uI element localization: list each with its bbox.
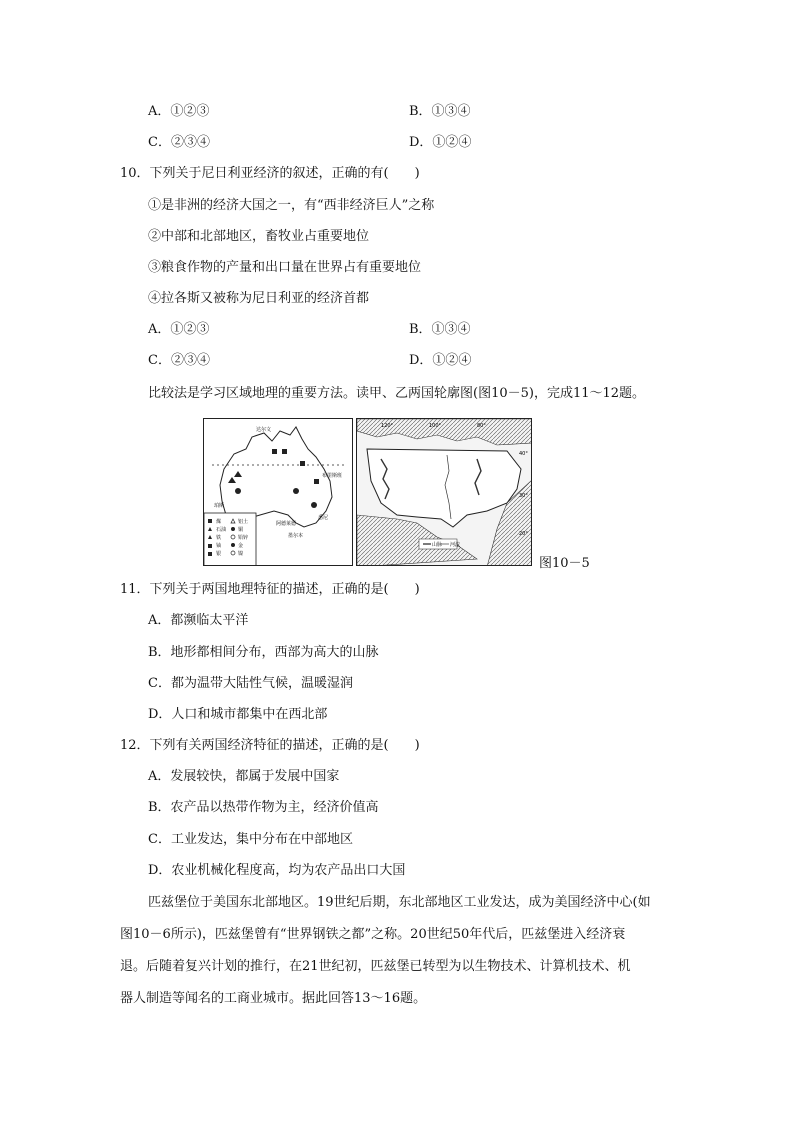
figure-caption: 图10－5 xyxy=(539,556,590,571)
q10-item-2: ②中部和北部地区，畜牧业占重要地位 xyxy=(148,229,370,244)
q9-option-d: D．①②④ xyxy=(409,135,472,150)
label-perth: 珀斯 xyxy=(214,503,225,509)
label-adelaide: 阿德莱德 xyxy=(276,521,297,527)
q12-option-b: B．农产品以热带作物为主，经济价值高 xyxy=(148,800,379,815)
legend-iron: 铁 xyxy=(216,535,222,541)
legend-river: 河流 xyxy=(450,542,461,548)
q10-option-d: D．①②④ xyxy=(409,353,472,368)
q10-item-4: ④拉各斯又被称为尼日利亚的经济首都 xyxy=(148,291,370,306)
lat-30-label: 30° xyxy=(519,493,528,499)
legend-uranium: 铀 xyxy=(216,543,222,549)
passage-line-2: 图10－6所示)，匹兹堡曾有“世界钢铁之都”之称。20世纪50年代后，匹兹堡进入经济衰 xyxy=(120,927,626,942)
passage-line-1: 匹兹堡位于美国东北部地区。19世纪后期，东北部地区工业发达，成为美国经济中心(如 xyxy=(148,895,651,910)
legend-silver: 银 xyxy=(216,551,222,557)
label-darwin: 达尔文 xyxy=(256,427,272,433)
q10-item-1: ①是非洲的经济大国之一，有“西非经济巨人”之称 xyxy=(148,198,435,213)
legend-copper: 铜 xyxy=(238,527,244,533)
legend-oil: 石油 xyxy=(216,527,227,533)
q10-option-b: B．①③④ xyxy=(409,322,471,337)
intro-11-12: 比较法是学习区域地理的重要方法。读甲、乙两国轮廓图(图10－5)，完成11～12题。 xyxy=(148,386,646,401)
legend-bauxite: 铝土 xyxy=(238,519,249,525)
lon-100-label: 100° xyxy=(429,423,442,429)
q12-option-a: A．发展较快，都属于发展中国家 xyxy=(148,769,340,784)
q10-stem: 10．下列关于尼日利亚经济的叙述，正确的有( ) xyxy=(120,166,420,181)
usa-outline xyxy=(357,419,532,566)
passage-line-3: 退。后随着复兴计划的推行，在21世纪初，匹兹堡已转型为以生物技术、计算机技术、机 xyxy=(120,959,631,974)
map-usa xyxy=(356,418,532,566)
legend-lead-zinc: 铅锌 xyxy=(238,535,249,541)
lat-40-label: 40° xyxy=(519,451,528,457)
label-sydney: 悉尼 xyxy=(318,515,329,521)
label-brisbane: 布里斯班 xyxy=(322,473,343,479)
legend-coal: 煤 xyxy=(216,519,222,525)
lon-120-label: 120° xyxy=(381,423,394,429)
q12-option-c: C．工业发达，集中分布在中部地区 xyxy=(148,832,353,847)
q9-option-c: C．②③④ xyxy=(148,135,210,150)
legend-mountain: 山脉 xyxy=(432,542,443,548)
lat-20-label: 20° xyxy=(519,531,528,537)
map-australia xyxy=(203,418,353,566)
q9-option-a: A．①②③ xyxy=(148,104,210,119)
australia-outline xyxy=(204,419,353,566)
q11-option-a: A．都濒临太平洋 xyxy=(148,613,249,628)
q11-stem: 11．下列关于两国地理特征的描述，正确的是( ) xyxy=(120,582,420,597)
q9-option-b: B．①③④ xyxy=(409,104,471,119)
q11-option-c: C．都为温带大陆性气候，温暖湿润 xyxy=(148,676,353,691)
passage-line-4: 器人制造等闻名的工商业城市。据此回答13～16题。 xyxy=(120,991,427,1006)
q12-option-d: D．农业机械化程度高，均为农产品出口大国 xyxy=(148,863,406,878)
q10-option-c: C．②③④ xyxy=(148,353,210,368)
q10-item-3: ③粮食作物的产量和出口量在世界占有重要地位 xyxy=(148,260,422,275)
label-melbourne: 墨尔本 xyxy=(288,533,304,539)
legend-nickel: 镍 xyxy=(238,551,244,557)
q12-stem: 12．下列有关两国经济特征的描述，正确的是( ) xyxy=(120,738,420,753)
q11-option-b: B．地形都相间分布，西部为高大的山脉 xyxy=(148,645,379,660)
q10-option-a: A．①②③ xyxy=(148,322,210,337)
q11-option-d: D．人口和城市都集中在西北部 xyxy=(148,707,328,722)
lon-80-label: 80° xyxy=(477,423,486,429)
legend-gold: 金 xyxy=(238,543,244,549)
